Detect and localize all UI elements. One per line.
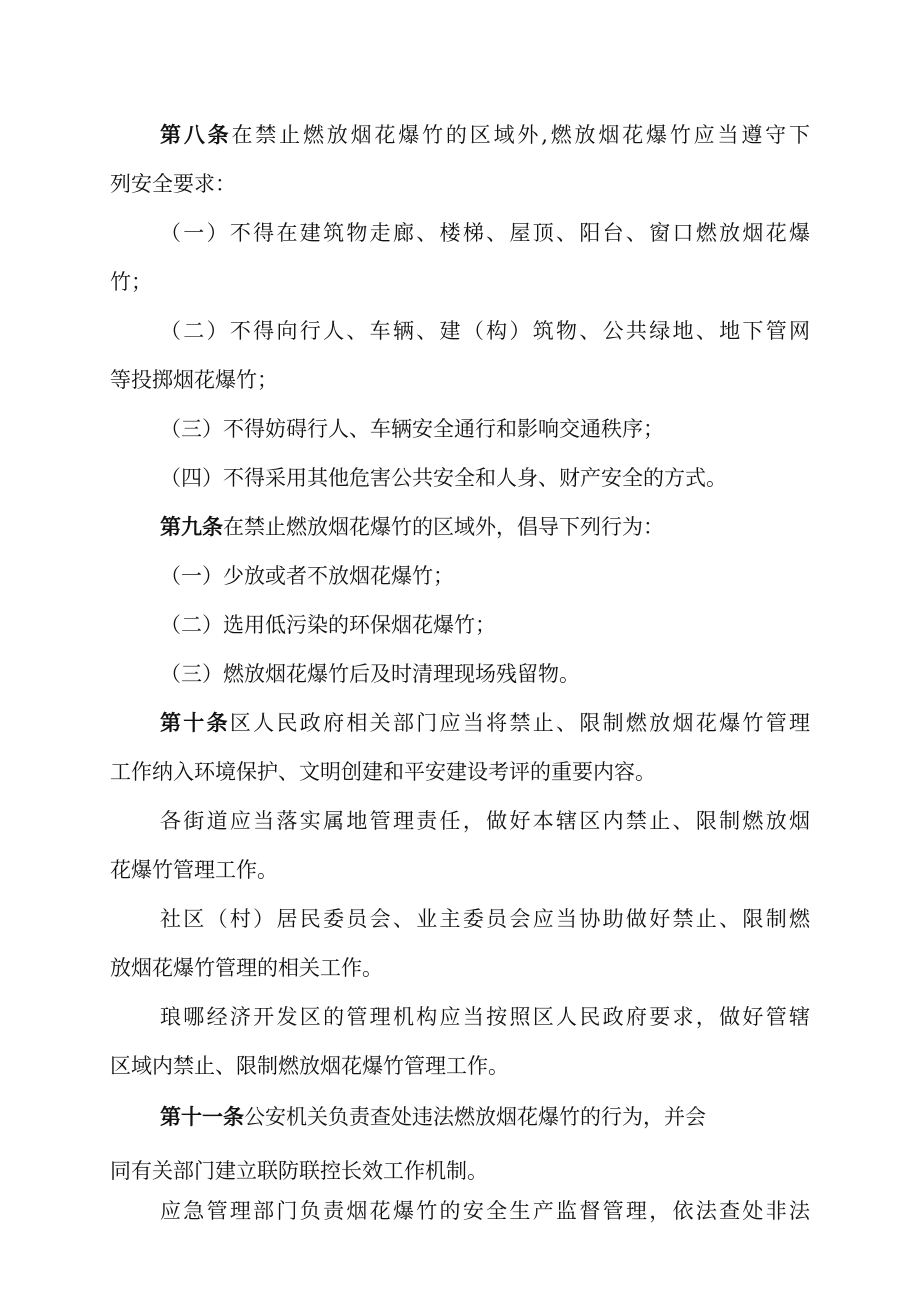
article11-label: 第十一条	[160, 1105, 244, 1129]
article8-item4: （四）不得采用其他危害公共安全和人身、财产安全的方式。	[160, 466, 727, 490]
article8-item1-line2: 竹；	[110, 270, 152, 294]
article10-para2-line1: 各街道应当落实属地管理责任，做好本辖区内禁止、限制燃放烟	[160, 809, 810, 833]
article9-line1	[160, 513, 664, 541]
article8-item3: （三）不得妨碍行人、车辆安全通行和影响交通秩序；	[160, 417, 664, 441]
article10-para4-line1: 琅哪经济开发区的管理机构应当按照区人民政府要求，做好管辖	[160, 1005, 810, 1029]
article10-para2-line2: 花爆竹管理工作。	[110, 858, 278, 882]
article9-item2: （二）选用低污染的环保烟花爆竹；	[160, 613, 496, 637]
article11-line1	[160, 1103, 706, 1131]
article8-text1: 在禁止燃放烟花爆竹的区域外,燃放烟花爆竹应当遵守下	[231, 123, 810, 147]
article10-para3-line1: 社区（村）居民委员会、业主委员会应当协助做好禁止、限制燃	[160, 907, 810, 931]
article10-text1: 区人民政府相关部门应当将禁止、限制燃放烟花爆竹管理	[229, 711, 810, 735]
article8-line1	[160, 121, 810, 149]
article10-para3-line2: 放烟花爆竹管理的相关工作。	[110, 956, 383, 980]
article8-label: 第八条	[160, 123, 232, 147]
article11-text1: 公安机关负责查处违法燃放烟花爆竹的行为，并会	[244, 1105, 706, 1129]
article10-line1	[160, 709, 810, 737]
article8-item1-line1: （一）不得在建筑物走廊、楼梯、屋顶、阳台、窗口燃放烟花爆	[160, 221, 810, 245]
article8-item2-line2: 等投掷烟花爆竹；	[110, 368, 278, 392]
article10-label: 第十条	[160, 711, 230, 735]
article9-item1: （一）少放或者不放烟花爆竹；	[160, 564, 454, 588]
article10-para4-line2: 区域内禁止、限制燃放烟花爆竹管理工作。	[110, 1054, 509, 1078]
article11-para2-line1: 应急管理部门负责烟花爆竹的安全生产监督管理，依法查处非法	[160, 1199, 810, 1223]
article8-item2-line1: （二）不得向行人、车辆、建（构）筑物、公共绿地、地下管网	[160, 319, 810, 343]
article9-label: 第九条	[160, 515, 223, 539]
article8-line2: 列安全要求：	[110, 172, 236, 196]
article10-line2: 工作纳入环境保护、文明创建和平安建设考评的重要内容。	[110, 760, 656, 784]
article9-text1: 在禁止燃放烟花爆竹的区域外，倡导下列行为：	[223, 515, 664, 539]
article9-item3: （三）燃放烟花爆竹后及时清理现场残留物。	[160, 662, 580, 686]
article11-line2: 同有关部门建立联防联控长效工作机制。	[110, 1159, 488, 1183]
